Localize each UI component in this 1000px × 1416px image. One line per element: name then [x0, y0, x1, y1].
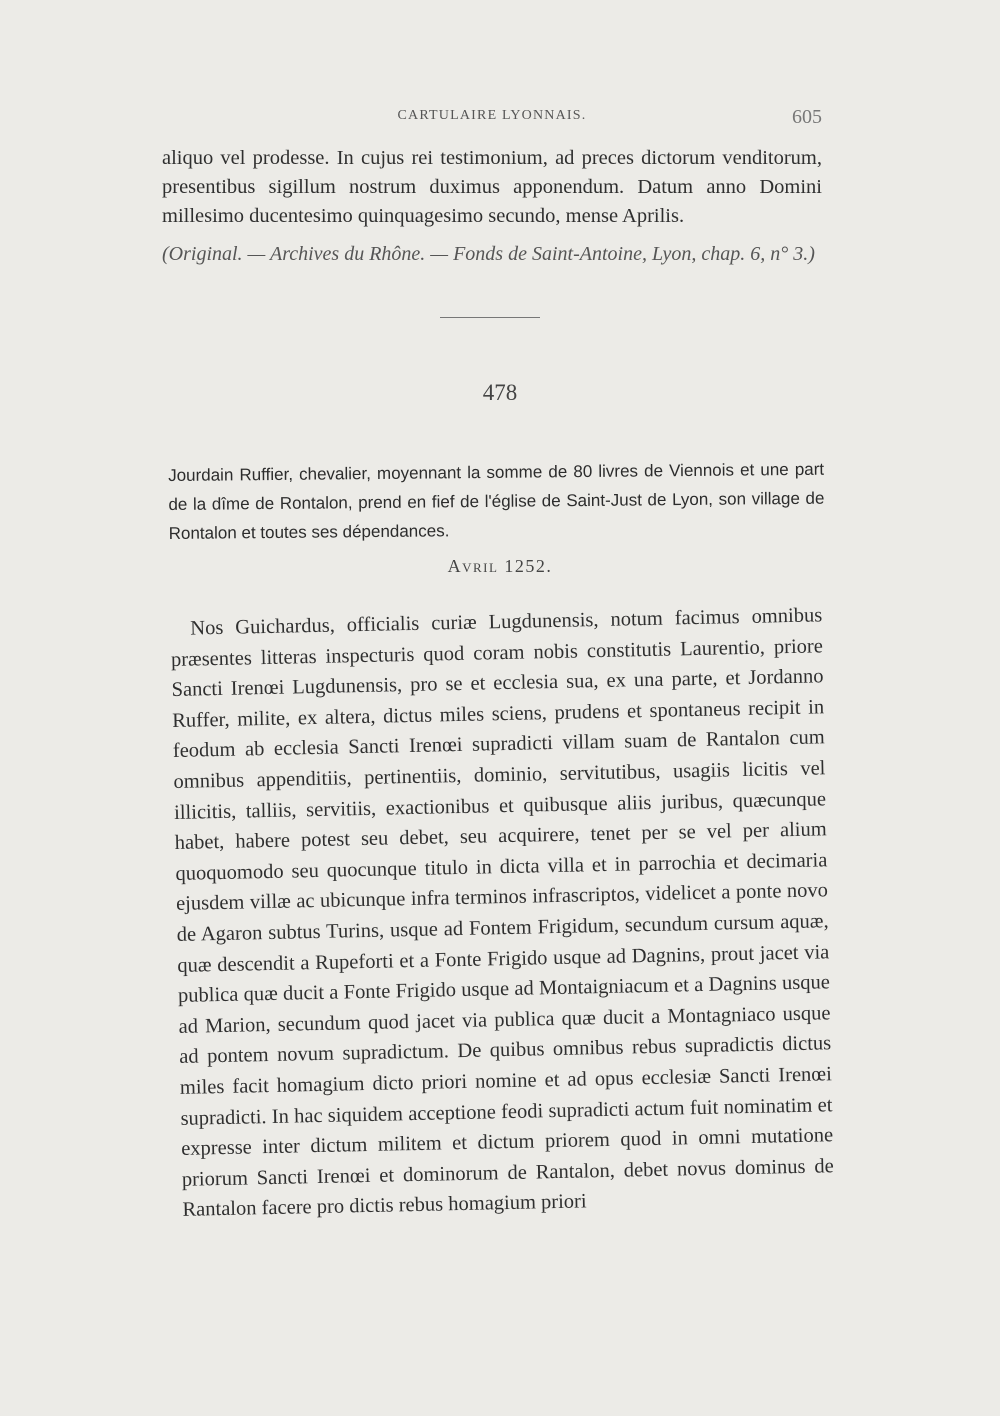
- section-divider: [440, 317, 540, 318]
- page-number: 605: [792, 106, 822, 128]
- date-month: Avril: [447, 556, 499, 576]
- charter-summary: Jourdain Ruffier, chevalier, moyennant la somme de 80 livres de Viennois et une part de la dîme de Rontalon, prend en fief de l'église de Saint-Just de Lyon, son village de Rontalon et toutes ses dépendances.: [168, 459, 825, 543]
- source-note: (Original. — Archives du Rhône. — Fonds de Saint-Antoine, Lyon, chap. 6, n° 3.): [162, 243, 815, 265]
- charter-date: [0, 556, 1000, 577]
- charter-number: 478: [482, 380, 518, 405]
- charter-body-text: Nos Guichardus, officialis curiæ Lugdunensis, notum facimus omnibus præsentes litteras inspecturis quod coram nobis constitutis Laurentio, priore Sancti Irenœi Lugdunensis, pro se et ecclesia sua, ex una parte, et Jordanno Ruffer, milite, ex altera, dictus miles sciens, prudens et spontaneus recipit in feodum ab ecclesia Sancti Irenœi supradicti villam suam de Rantalon cum omnibus appenditiis, pertinentiis, dominio, servitutibus, usagiis licitis vel illicitis, talliis, servitiis, exactionibus et quibusque aliis juribus, quæcunque habet, habere potest seu debet, seu acquirere, tenet per se vel per alium quoquomodo seu quocunque titulo in dicta villa et in parrochia et decimaria ejusdem villæ ac ubicunque infra terminos infrascriptos, videlicet a ponte novo de Agaron subtus Turins, usque ad Fontem Frigidum, secundum cursum aquæ, quæ descendit a Rupeforti et a Fonte Frigido usque ad Dagnins, prout jacet via publica quæ ducit a Fonte Frigido usque ad Montaigniacum et a Dagnins usque ad Marion, secundum quod jacet via publica quæ ducit a Montagniaco usque ad pontem novum supradictum. De quibus omnibus rebus supradictis dictus miles facit homagium dicto priori nomine et ad opus ecclesiæ Sancti Irenœi supradicti. In hac siquidem acceptione feodi supradicti actum fuit nominatim et expresse inter dictum militem et dictum priorem quod in omni mutatione priorum Sancti Irenœi et dominorum de Rantalon, debet novus dominus de Rantalon facere pro dictis rebus homagium priori: [170, 604, 834, 1222]
- date-year: 1252.: [504, 556, 553, 576]
- previous-charter-ending: aliquo vel prodesse. In cujus rei testimonium, ad preces dictorum venditorum, presentibus sigillum nostrum duximus apponendum. Datum anno Domini millesimo ducentesimo quinquagesimo secundo, mense Aprilis.: [162, 147, 822, 227]
- running-title: CARTULAIRE LYONNAIS.: [397, 108, 587, 123]
- page-header: [162, 106, 822, 136]
